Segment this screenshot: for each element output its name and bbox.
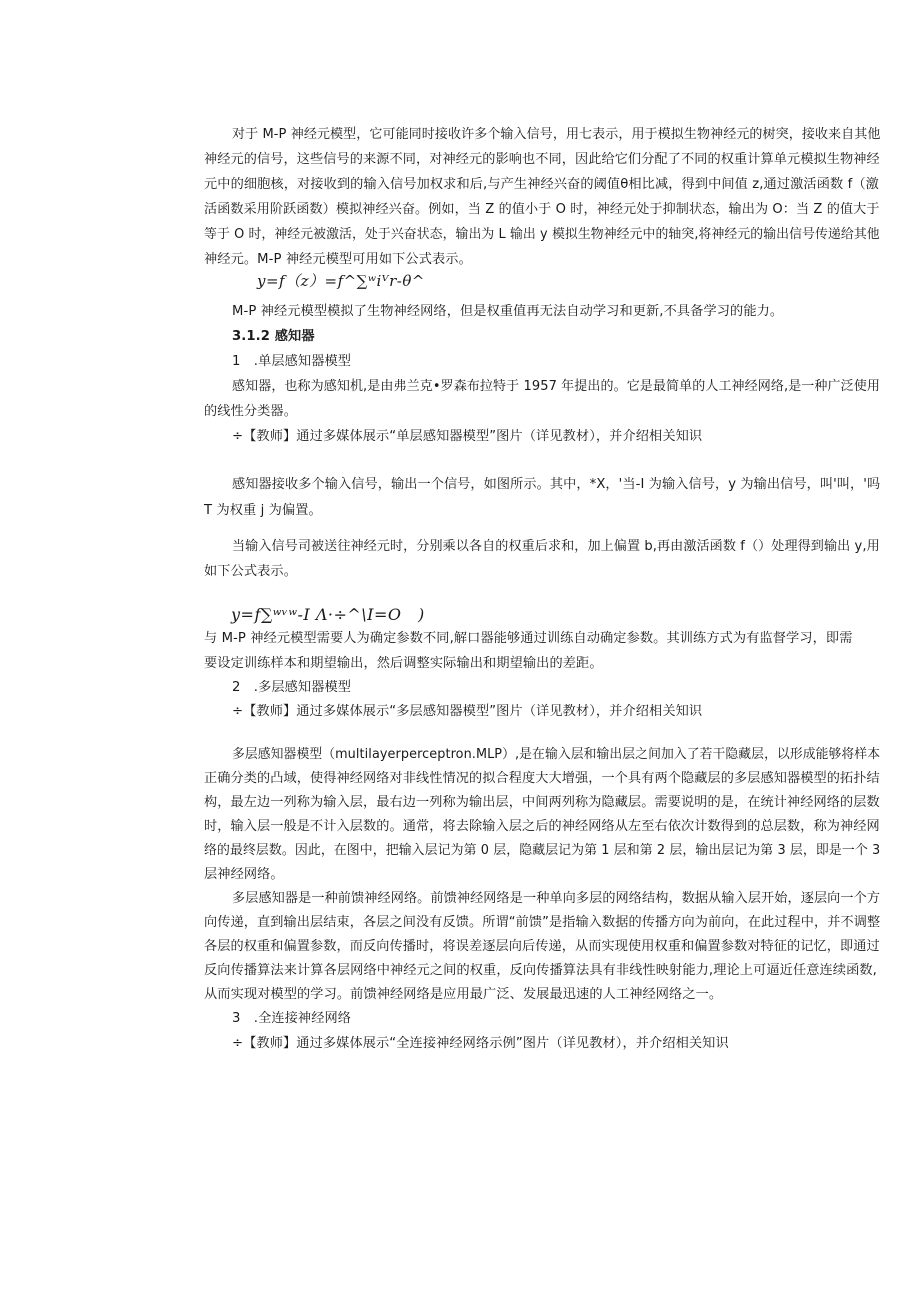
paragraph-line: 的线性分类器。 [204, 404, 298, 419]
formula-perceptron: y=f∑ʷᵛʷ-I Λ·÷^\I=O ) [231, 605, 425, 624]
paragraph-line: 时，输入层一般是不计入层数的。通常，将去除输入层之后的神经网络从左至右依次计数得到的总层数，称为神经网 [204, 819, 880, 834]
section-heading: 3.1.2 感知器 [232, 329, 315, 344]
teacher-note: ÷【教师】通过多媒体展示“全连接神经网络示例”图片（详见教材），并介绍相关知识 [232, 1036, 729, 1051]
paragraph-line: 元中的细胞核，对接收到的输入信号加权求和后,与产生神经兴奋的阈值θ相比减，得到中间值 z,通过激活函数 f（激 [204, 177, 879, 192]
teacher-note: ÷【教师】通过多媒体展示“单层感知器模型”图片（详见教材），并介绍相关知识 [232, 429, 703, 444]
paragraph-line: 络的最终层数。因此，在图中，把输入层记为第 0 层，隐藏层记为第 1 层和第 2 层，输出层记为第 3 层，即是一个 3 [204, 843, 881, 858]
paragraph-line: 向传递，直到输出层结束，各层之间没有反馈。所谓“前馈”是指输入数据的传播方向为前向，在此过程中，并不调整 [204, 915, 881, 930]
paragraph-line: 层神经网络。 [204, 867, 284, 882]
paragraph-line: 感知器接收多个输入信号，输出一个信号，如图所示。其中，*X，'当-I 为输入信号，y 为输出信号，叫'叫，'吗 [232, 477, 881, 492]
paragraph-line: 反向传播算法来计算各层网络中神经元之间的权重，反向传播算法具有非线性映射能力,理论上可逼近任意连续函数, [204, 963, 877, 978]
paragraph-line: 当输入信号司被送往神经元时，分别乘以各自的权重后求和，加上偏置 b,再由激活函数 f（）处理得到输出 y,用 [232, 539, 880, 554]
paragraph-line: 与 M-P 神经元模型需要人为确定参数不同,解口器能够通过训练自动确定参数。其训练方式为有监督学习，即需 [204, 631, 853, 646]
paragraph-line: 等于 O 时，神经元被激活，处于兴奋状态，输出为 L 输出 y 模拟生物神经元中的轴突,将神经元的输出信号传递给其他 [204, 227, 880, 242]
list-item-heading: 2 .多层感知器模型 [232, 680, 352, 695]
paragraph-line: 如下公式表示。 [204, 564, 298, 579]
paragraph-line: 神经元的信号，这些信号的来源不同，对神经元的影响也不同，因此给它们分配了不同的权重计算单元模拟生物神经 [204, 152, 880, 167]
list-item-heading: 3 .全连接神经网络 [232, 1011, 352, 1026]
list-item-heading: 1 .单层感知器模型 [232, 354, 352, 369]
paragraph-line: 活函数采用阶跃函数）模拟神经兴奋。例如，当 Z 的值小于 O 时，神经元处于抑制状态，输出为 O：当 Z 的值大于 [204, 202, 880, 217]
paragraph-line: M-P 神经元模型模拟了生物神经网络，但是权重值再无法自动学习和更新,不具备学习的能力。 [232, 304, 784, 319]
paragraph-line: 多层感知器是一种前馈神经网络。前馈神经网络是一种单向多层的网络结构，数据从输入层开始，逐层向一个方 [232, 891, 881, 906]
paragraph-line: 构，最左边一列称为输入层，最右边一列称为输出层，中间两列称为隐藏层。需要说明的是，在统计神经网络的层数 [204, 795, 880, 810]
formula-mp: y=f（z）=f^∑ʷiⱽr-θ^ [257, 272, 425, 290]
paragraph-line: 对于 M-P 神经元模型，它可能同时接收许多个输入信号，用七表示，用于模拟生物神经元的树突，接收来自其他 [232, 127, 881, 142]
paragraph-line: 正确分类的凸域，使得神经网络对非线性情况的拟合程度大大增强，一个具有两个隐藏层的多层感知器模型的拓扑结 [204, 771, 880, 786]
paragraph-line: 各层的权重和偏置参数，而反向传播时，将误差逐层向后传递，从而实现使用权重和偏置参数对特征的记忆，即通过 [204, 939, 880, 954]
paragraph-line: 神经元。M-P 神经元模型可用如下公式表示。 [204, 252, 472, 267]
paragraph-line: T 为权重 j 为偏置。 [204, 503, 322, 518]
paragraph-line: 多层感知器模型（multilayerperceptron.MLP）,是在输入层和输出层之间加入了若干隐藏层，以形成能够将样本 [232, 747, 881, 762]
paragraph-line: 要设定训练样本和期望输出，然后调整实际输出和期望输出的差距。 [204, 656, 603, 671]
teacher-note: ÷【教师】通过多媒体展示“多层感知器模型”图片（详见教材），并介绍相关知识 [232, 704, 703, 719]
paragraph-line: 感知器，也称为感知机,是由弗兰克•罗森布拉特于 1957 年提出的。它是最简单的人工神经网络,是一种广泛使用 [232, 379, 880, 394]
paragraph-line: 从而实现对模型的学习。前馈神经网络是应用最广泛、发展最迅速的人工神经网络之一。 [204, 987, 723, 1002]
